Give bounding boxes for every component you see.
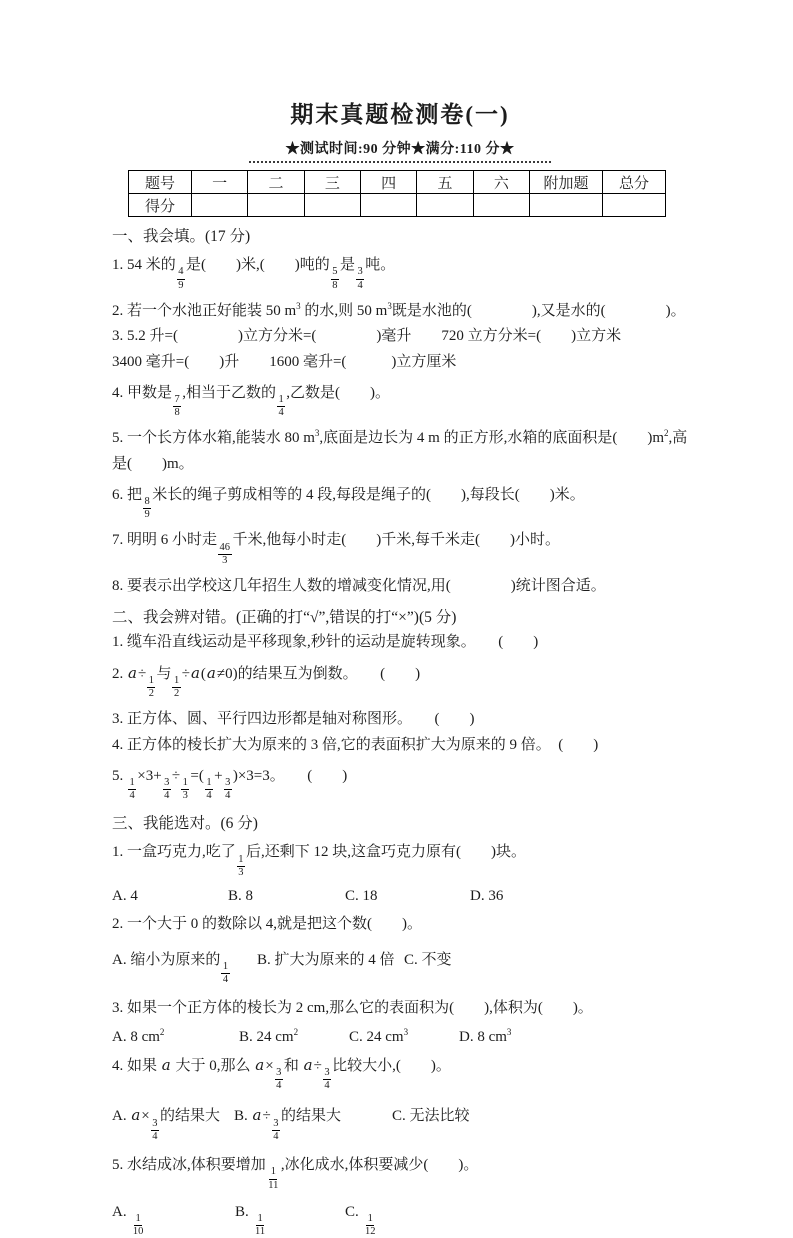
fraction: $\frac{5}{8}$ [332,266,338,291]
exam-subtitle: ★测试时间:90 分钟★满分:110 分★ [249,138,550,163]
choice-option: A. 缩小为原来的 $\frac{1}{4}$ [112,951,229,986]
score-table-header-cell: 总分 [603,171,666,194]
choice-option: D. 36 [470,887,504,904]
question-line: 7. 明明 6 小时走 $\frac{46}{3}$ 千米,他每小时走( )千米,每千米走( )小时。 [112,532,560,566]
question-line: 4. 正方体的棱长扩大为原来的 3 倍,它的表面积扩大为原来的 9 倍。 ( ) [112,736,599,753]
score-table [128,170,666,217]
fraction: $\frac{7}{8}$ [174,394,180,419]
question-line: 1. 54 米的 $\frac{4}{9}$ 是( )米,( )吨的 $\frac{5}{8}$ 是 $\frac{3}{4}$ 吨。 [112,257,396,291]
variable: a [128,663,137,682]
fraction: $\frac{46}{3}$ [219,541,231,566]
variable: a [255,1055,265,1074]
subtitle-row [112,138,688,163]
choice-option: B. 扩大为原来的 4 倍 [257,951,395,968]
score-cell-empty [530,194,603,217]
options-row [112,888,688,905]
choice-option: B. $\frac{1}{11}$ [235,1203,266,1238]
question-line: 6. 把 $\frac{8}{9}$ 米长的绳子剪成相等的 4 段,每段是绳子的( ),每段长( )米。 [112,486,585,521]
score-table-header-cell: 五 [417,171,473,194]
fraction: $\frac{1}{2}$ [148,675,154,700]
variable: a [161,1055,171,1074]
choice-option: C. 24 $cm^3$ [349,1026,409,1045]
fraction: $\frac{1}{4}$ [129,777,135,802]
choice-option: A. $\frac{1}{10}$ [112,1203,144,1238]
question-line: 3. 如果一个正方体的棱长为 2 cm,那么它的表面积为( ),体积为( )。 [112,1000,593,1017]
superscript: 2 [293,1026,299,1037]
score-table-header-cell: 附加题 [530,171,603,194]
choice-option: C. 无法比较 [392,1108,470,1125]
superscript: 3 [403,1026,409,1037]
variable: a [206,663,216,682]
choice-option: D. 8 $cm^3$ [459,1026,512,1045]
question-line: 2. 若一个水池正好能装 50 $m^3$ 的水,则 50 $m^3$既是水池的( ),又是水的( )。 [112,300,686,319]
question-line: 1. 缆车沿直线运动是平移现象,秒针的运动是旋转现象。 ( ) [112,633,539,650]
fraction: $\frac{3}{4}$ [276,1067,282,1092]
section-heading: 二、我会辨对错。(正确的打“√”,错误的打“×”)(5 分) [112,608,457,626]
score-cell-empty [248,194,304,217]
choice-option: C. 18 [345,887,378,904]
options-row [112,1104,688,1143]
superscript: 3 [314,428,320,439]
question-line: 1. 一盒巧克力,吃了 $\frac{1}{3}$ 后,还剩下 12 块,这盒巧克力原有( )块。 [112,844,527,878]
question-line: 是( )m。 [112,456,194,473]
variable: a [131,1106,141,1125]
fraction: $\frac{3}{4}$ [152,1117,158,1142]
choice-option: A. 4 [112,887,138,904]
fraction: $\frac{1}{4}$ [206,777,212,802]
choice-option: A. a× $\frac{3}{4}$ 的结果大 [112,1106,221,1142]
score-table-header-row [129,171,666,194]
superscript: 2 [159,1026,165,1037]
score-table-header-cell: 一 [192,171,248,194]
fraction: $\frac{1}{4}$ [222,961,229,986]
options-row [112,1204,688,1238]
question-line: 3400 毫升=( )升 1600 毫升=( )立方厘米 [112,354,457,371]
score-cell-empty [360,194,416,217]
fraction: $\frac{1}{10}$ [132,1213,144,1238]
question-line: 8. 要表示出学校这几年招生人数的增减变化情况,用( )统计图合适。 [112,578,606,595]
score-table-header-cell: 三 [304,171,360,194]
fraction: $\frac{3}{4}$ [273,1117,279,1142]
options-row [112,948,688,987]
page-title: 期末真题检测卷(一) [290,102,510,127]
variable: a [190,663,200,682]
score-cell-empty [473,194,529,217]
fraction: $\frac{1}{11}$ [268,1166,279,1191]
fraction: $\frac{1}{12}$ [365,1213,376,1238]
score-table-header-cell: 四 [360,171,416,194]
score-table-header-cell: 二 [248,171,304,194]
choice-option: A. 8 $cm^2$ [112,1026,165,1045]
fraction: $\frac{1}{3}$ [238,853,244,878]
choice-option: C. $\frac{1}{12}$ [345,1203,376,1238]
score-table-header-cell: 六 [473,171,529,194]
choice-option: B. 8 [228,887,254,904]
question-line: 5. $\frac{1}{4}$ ×3+ $\frac{3}{4}$ ÷ $\frac{1}{3}$ =( $\frac{1}{4}$ + $\frac{3}{4}$ )×3=3。 ( ) [112,767,348,802]
section-heading: 一、我会填。(17 分) [112,228,251,245]
superscript: 2 [664,428,669,439]
exam-content [112,224,688,1238]
variable: a [303,1055,313,1074]
score-table-header-cell: 题号 [129,171,192,194]
score-cell-empty [603,194,666,217]
question-line: 2. 一个大于 0 的数除以 4,就是把这个数( )。 [112,915,422,932]
fraction: $\frac{8}{9}$ [144,496,150,521]
fraction: $\frac{1}{3}$ [182,777,188,802]
section-heading: 三、我能选对。(6 分) [112,815,258,833]
choice-option: C. 不变 [404,951,452,968]
question-line: 4. 甲数是 $\frac{7}{8}$ ,相当于乙数的 $\frac{1}{4}$ ,乙数是( )。 [112,384,391,419]
fraction: $\frac{3}{4}$ [164,777,170,802]
question-line: 5. 水结成冰,体积要增加 $\frac{1}{11}$ ,冰化成水,体积要减少( )。 [112,1157,479,1191]
fraction: $\frac{1}{4}$ [278,394,284,419]
score-table-score-row [129,194,666,217]
superscript: 3 [387,300,392,311]
question-line: 2. a÷ $\frac{1}{2}$ 与 $\frac{1}{2}$ ÷a(a≠0)的结果互为倒数。 ( ) [112,663,421,700]
score-row-label: 得分 [129,194,192,217]
score-cell-empty [417,194,473,217]
fraction: $\frac{1}{2}$ [173,675,180,700]
fraction: $\frac{3}{4}$ [225,777,231,802]
fraction: $\frac{1}{11}$ [255,1213,266,1238]
question-line: 5. 一个长方体水箱,能装水 80 $m^3$,底面是边长为 4 m 的正方形,水箱的底面积是( )$m^2$,高 [112,428,688,447]
fraction: $\frac{3}{4}$ [324,1067,330,1092]
fraction: $\frac{3}{4}$ [357,266,363,291]
superscript: 3 [506,1026,512,1037]
score-cell-empty [192,194,248,217]
options-row [112,1026,688,1046]
choice-option: B. 24 $cm^2$ [239,1026,299,1045]
question-line: 3. 5.2 升=( )立方分米=( )毫升 720 立方分米=( )立方米 [112,328,622,345]
question-line: 3. 正方体、圆、平行四边形都是轴对称图形。 ( ) [112,711,475,728]
fraction: $\frac{4}{9}$ [178,266,184,291]
score-cell-empty [304,194,360,217]
superscript: 3 [296,300,301,311]
question-line: 4. 如果 a 大于 0,那么 a× $\frac{3}{4}$ 和 a÷ $\frac{3}{4}$ 比较大小,( )。 [112,1055,451,1092]
variable: a [252,1106,262,1125]
choice-option: B. a÷ $\frac{3}{4}$ 的结果大 [234,1106,341,1142]
